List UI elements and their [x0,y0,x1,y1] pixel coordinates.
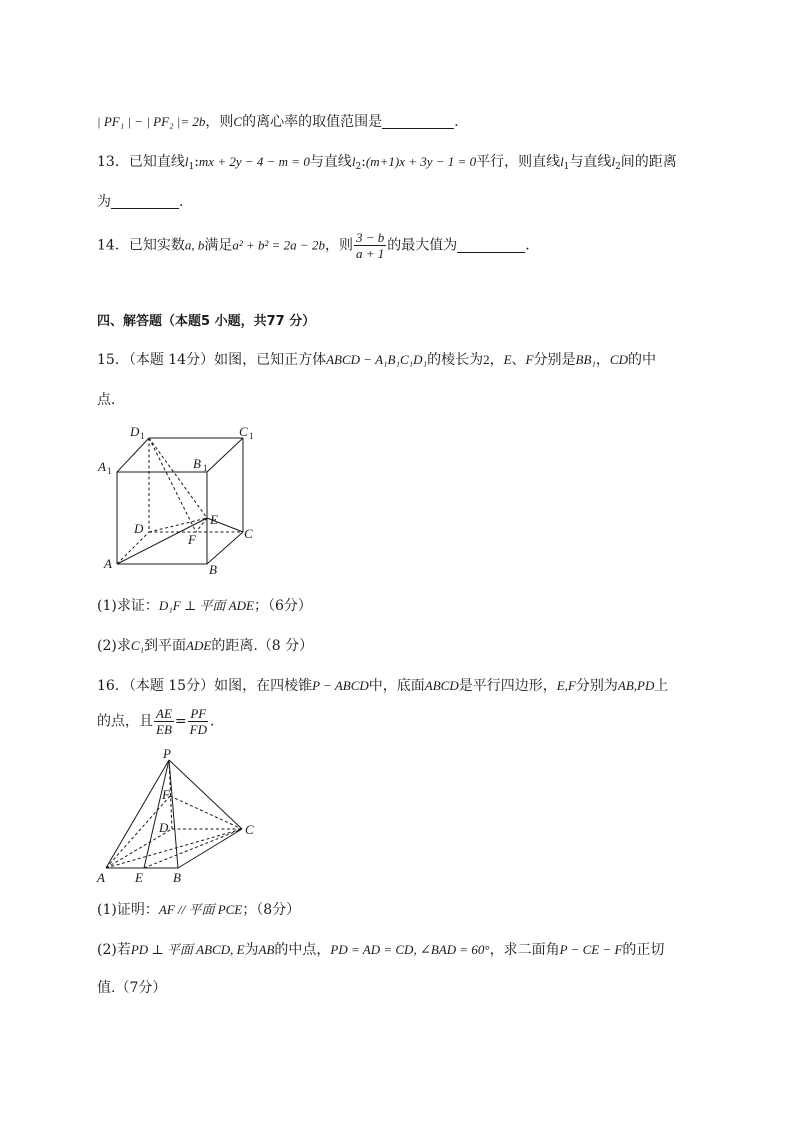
question-16-line2: 的点，且 $\frac{AE}{EB}$ = $\frac{PF}{FD}$ . [97,706,215,737]
question-13-line1: 13．已知直线$l_1:mx + 2y - 4 - m = 0$与直线$l_2:(m+1)x + 3y - 1 = 0$平行，则直线$l_1$与直线$l_2$间的距离 [97,154,677,172]
fraction-ae-eb: $\frac{AE}{EB}$ [156,706,172,737]
label-B1: B [193,456,201,471]
svg-text:1: 1 [203,463,208,473]
fraction: $\frac{3 - b}{a + 1}$ [355,230,385,261]
label-F: F [162,787,170,802]
label-F: F [188,532,196,547]
q12-tail-line: | PF₁ | − | PF₂ |= 2b，则C的离心率的取值范围是 . [97,114,459,130]
label-E: E [135,870,143,885]
label-A1: A [98,459,106,474]
question-16-line1: 16．（本题 15分）如图，在四棱锥P − ABCD中，底面ABCD是平行四边形，E,F分别为AB,PD上 [97,678,669,694]
label-D: D [134,521,144,536]
cube-figure [92,420,272,580]
pyramid-figure [92,746,272,888]
label-B: B [173,870,181,885]
question-16-part1: (1)证明：AF // 平面 PCE；（8分） [97,902,301,918]
fraction-pf-fd: $\frac{PF}{FD}$ [189,706,207,737]
question-15-line2: 点． [97,392,125,408]
label-B: B [209,562,217,577]
abs-expression: | PF₁ | − | PF₂ |= 2b [97,114,206,129]
question-15-part2: (2)求C₁到平面ADE的距离.（8 分） [97,638,314,654]
question-16-part2-line2: 值.（7分） [97,980,167,996]
question-15-line1: 15．（本题 14分）如图，已知正方体ABCD − A₁B₁C₁D₁的棱长为2，E、F分别是BB₁，CD的中 [97,352,656,368]
question-15-part1: (1)求证：D₁F ⊥ 平面 ADE；（6分） [97,598,312,614]
label-A: A [104,556,112,571]
svg-text:1: 1 [140,431,145,441]
answer-blank-13[interactable] [111,194,179,209]
question-14: 14．已知实数a, b满足a² + b² = 2a − 2b，则 $\frac{3 - b}{a + 1}$ 的最大值为 . [97,230,530,261]
section-heading: 四、解答题（本题5 小题，共77 分） [97,314,316,329]
svg-text:1: 1 [249,431,254,441]
answer-blank-12[interactable] [382,114,454,129]
label-A: A [97,870,105,885]
label-D: D [159,820,169,835]
answer-blank-14[interactable] [457,238,525,253]
svg-text:1: 1 [107,466,112,476]
label-D1: D [130,424,140,439]
question-16-part2: (2)若PD ⊥ 平面 ABCD, E为AB的中点，PD = AD = CD, ∠BAD = 60°，求二面角P − CE − F的正切 [97,942,665,958]
label-C1: C [239,424,248,439]
label-C: C [245,822,254,837]
label-P: P [163,746,171,761]
label-E: E [210,512,218,527]
label-C: C [244,526,253,541]
question-13-line2: 为 . [97,194,184,210]
